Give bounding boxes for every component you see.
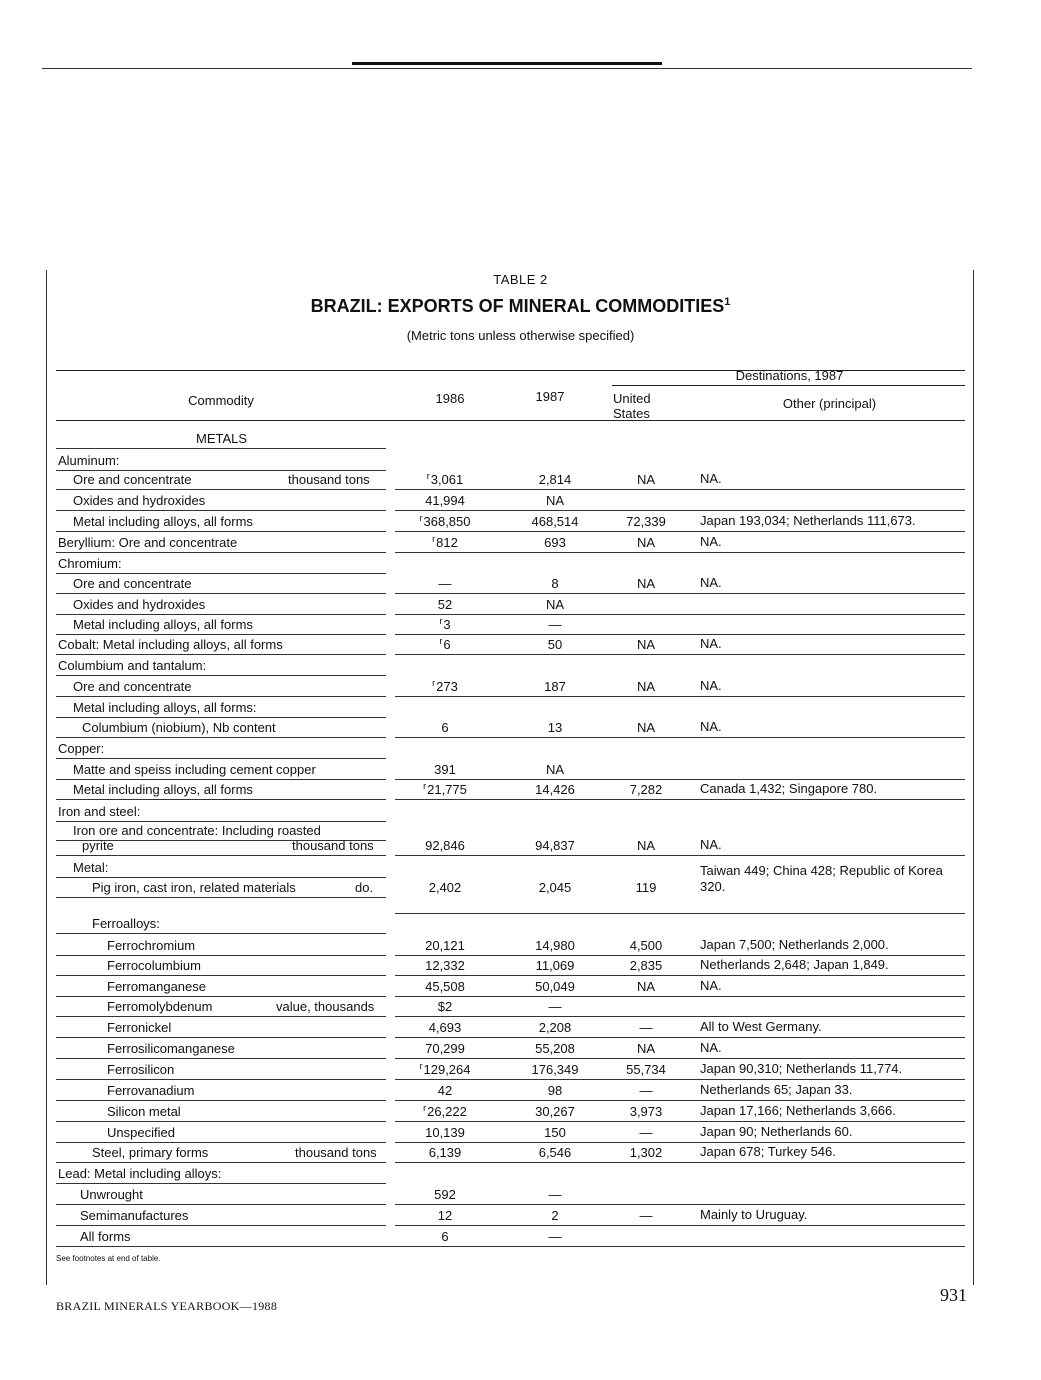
row-label: Ore and concentrate bbox=[73, 576, 192, 591]
table-row-metal-including-alloys-all-forms bbox=[0, 781, 1041, 797]
row-label: Ferrosilicomanganese bbox=[107, 1041, 235, 1056]
table-subtitle: (Metric tons unless otherwise specified) bbox=[406, 328, 635, 343]
cell-united-states: 1,302 bbox=[629, 1145, 663, 1160]
row-label: All forms bbox=[80, 1229, 131, 1244]
cell-1986-value: 92,846 bbox=[425, 838, 465, 853]
revised-marker: r bbox=[439, 636, 443, 646]
cell-other-destinations: Taiwan 449; China 428; Republic of Korea 320. bbox=[700, 863, 943, 894]
row-unit: do. bbox=[355, 880, 374, 895]
column-header-other: Other (principal) bbox=[782, 396, 877, 411]
table-row-unwrought bbox=[0, 1186, 1041, 1202]
table-row-pyrite bbox=[0, 837, 1041, 853]
cell-1987: 55,208 bbox=[535, 1041, 575, 1056]
cell-1986-value: — bbox=[438, 576, 452, 591]
cell-other-destinations: NA. bbox=[700, 719, 722, 734]
row-rule-values bbox=[395, 552, 965, 553]
column-header-commodity: Commodity bbox=[188, 393, 254, 408]
table-row-all-forms bbox=[0, 1228, 1041, 1244]
row-rule-values bbox=[395, 593, 965, 594]
cell-1986-value: 6 bbox=[443, 637, 451, 652]
table-number: TABLE 2 bbox=[493, 272, 548, 287]
row-rule-values bbox=[395, 779, 965, 780]
table-row-semimanufactures bbox=[0, 1207, 1041, 1223]
cell-1986-value: 10,139 bbox=[425, 1125, 465, 1140]
row-label: Aluminum: bbox=[58, 453, 120, 468]
row-rule bbox=[56, 1162, 386, 1163]
row-rule bbox=[56, 855, 386, 856]
cell-1986-value: 4,693 bbox=[428, 1020, 462, 1035]
row-rule-values bbox=[395, 1121, 965, 1122]
table-row-aluminum bbox=[0, 452, 1041, 468]
page-number: 931 bbox=[940, 1285, 967, 1305]
cell-other-destinations: Japan 90,310; Netherlands 11,774. bbox=[700, 1061, 903, 1076]
table-row-ferrosilicomanganese bbox=[0, 1040, 1041, 1056]
cell-united-states: 3,973 bbox=[629, 1104, 663, 1119]
row-rule-values bbox=[395, 634, 965, 635]
cell-1986-value: 129,264 bbox=[423, 1062, 471, 1077]
row-rule bbox=[56, 552, 386, 553]
row-label: Steel, primary forms bbox=[92, 1145, 209, 1160]
row-rule bbox=[56, 955, 386, 956]
table-row-matte-and-speiss-including-cement-copper bbox=[0, 761, 1041, 777]
row-label: Metal: bbox=[73, 860, 109, 875]
row-rule-values bbox=[395, 913, 965, 914]
cell-1987: 150 bbox=[544, 1125, 566, 1140]
title-footnote-marker: 1 bbox=[724, 296, 731, 308]
table-row-silicon-metal bbox=[0, 1103, 1041, 1119]
cell-1986 bbox=[395, 979, 495, 994]
row-rule bbox=[56, 489, 386, 490]
row-label: Cobalt: Metal including alloys, all forms bbox=[58, 637, 283, 652]
row-label: Columbium and tantalum: bbox=[58, 658, 207, 673]
cell-1986 bbox=[395, 493, 495, 508]
row-label: Iron and steel: bbox=[58, 804, 141, 819]
cell-1986 bbox=[395, 838, 495, 853]
row-rule bbox=[56, 1079, 386, 1080]
cell-1986-value: 6 bbox=[441, 1229, 449, 1244]
cell-1987: NA bbox=[545, 597, 565, 612]
cell-1987: NA bbox=[545, 493, 565, 508]
row-rule-values bbox=[395, 654, 965, 655]
row-rule bbox=[56, 758, 386, 759]
publication-footer: BRAZIL MINERALS YEARBOOK—1988 bbox=[56, 1299, 278, 1313]
cell-other-destinations: NA. bbox=[700, 575, 722, 590]
cell-1987: — bbox=[548, 1187, 562, 1202]
cell-1987: 30,267 bbox=[535, 1104, 575, 1119]
cell-1986 bbox=[395, 1125, 495, 1140]
cell-other-destinations: NA. bbox=[700, 534, 722, 549]
cell-other-destinations: Japan 7,500; Netherlands 2,000. bbox=[700, 937, 889, 952]
table-row-ferronickel bbox=[0, 1019, 1041, 1035]
column-header-1987: 1987 bbox=[535, 389, 565, 404]
cell-other-destinations: Japan 17,166; Netherlands 3,666. bbox=[700, 1103, 896, 1118]
row-rule-values bbox=[395, 1037, 965, 1038]
cell-1987: — bbox=[548, 1229, 562, 1244]
row-label: Silicon metal bbox=[107, 1104, 181, 1119]
cell-1986-value: 812 bbox=[436, 535, 458, 550]
cell-1986 bbox=[395, 472, 495, 487]
cell-united-states: NA bbox=[636, 535, 656, 550]
cell-1986-value: 12 bbox=[437, 1208, 453, 1223]
cell-1986 bbox=[395, 880, 495, 895]
cell-1987: 2 bbox=[551, 1208, 559, 1223]
cell-other-destinations: NA. bbox=[700, 1040, 722, 1055]
cell-1986-value: 26,222 bbox=[427, 1104, 467, 1119]
row-rule bbox=[56, 975, 386, 976]
row-rule bbox=[56, 573, 386, 574]
row-rule-values bbox=[395, 510, 965, 511]
row-rule-values bbox=[395, 799, 965, 800]
cell-other-destinations: Mainly to Uruguay. bbox=[700, 1207, 808, 1222]
cell-1986 bbox=[395, 999, 495, 1014]
row-label: Ferroalloys: bbox=[92, 916, 160, 931]
cell-1986-value: 3,061 bbox=[430, 472, 464, 487]
row-rule bbox=[56, 510, 386, 511]
cell-1986-value: $2 bbox=[437, 999, 453, 1014]
table-row-copper bbox=[0, 740, 1041, 756]
row-rule bbox=[56, 696, 386, 697]
cell-1987: 8 bbox=[551, 576, 559, 591]
cell-1987: 14,980 bbox=[535, 938, 575, 953]
row-label: Copper: bbox=[58, 741, 105, 756]
column-header-1986: 1986 bbox=[435, 391, 465, 406]
table-row-ferrosilicon bbox=[0, 1061, 1041, 1077]
table-row-metals bbox=[0, 430, 1041, 446]
cell-1987: 176,349 bbox=[531, 1062, 579, 1077]
cell-1986-value: 391 bbox=[434, 762, 456, 777]
cell-1987: 13 bbox=[547, 720, 563, 735]
row-label: Semimanufactures bbox=[80, 1208, 189, 1223]
row-rule bbox=[56, 593, 386, 594]
row-rule bbox=[56, 1037, 386, 1038]
cell-united-states: — bbox=[639, 1125, 653, 1140]
row-rule bbox=[56, 1100, 386, 1101]
cell-1986 bbox=[395, 1041, 495, 1056]
row-rule-values bbox=[395, 737, 965, 738]
cell-1986 bbox=[395, 782, 495, 797]
row-rule-values bbox=[395, 531, 965, 532]
row-rule-values bbox=[395, 1142, 965, 1143]
row-label: Unwrought bbox=[80, 1187, 143, 1202]
cell-other-destinations: Canada 1,432; Singapore 780. bbox=[700, 781, 878, 796]
table-row-ferrocolumbium bbox=[0, 957, 1041, 973]
table-row-columbium-niobium-nb-content bbox=[0, 719, 1041, 735]
row-label: Metal including alloys, all forms bbox=[73, 514, 253, 529]
row-unit: thousand tons bbox=[295, 1145, 377, 1160]
row-unit: value, thousands bbox=[276, 999, 375, 1014]
table-row-beryllium-ore-and-concentrate bbox=[0, 534, 1041, 550]
cell-united-states: NA bbox=[636, 576, 656, 591]
table-row-oxides-and-hydroxides bbox=[0, 596, 1041, 612]
row-rule-values bbox=[395, 1016, 965, 1017]
row-rule bbox=[56, 531, 386, 532]
row-rule bbox=[56, 717, 386, 718]
row-rule-values bbox=[395, 489, 965, 490]
row-rule bbox=[56, 448, 386, 449]
row-label: Pig iron, cast iron, related materials bbox=[92, 880, 296, 895]
row-rule bbox=[56, 933, 386, 934]
cell-united-states: — bbox=[639, 1208, 653, 1223]
column-header-destinations: Destinations, 1987 bbox=[735, 368, 844, 383]
cell-1986-value: 2,402 bbox=[428, 880, 462, 895]
row-label: Beryllium: Ore and concentrate bbox=[58, 535, 238, 550]
cell-1986-value: 41,994 bbox=[425, 493, 465, 508]
row-label: Metal including alloys, all forms bbox=[73, 782, 253, 797]
cell-1987: NA bbox=[545, 762, 565, 777]
cell-1986-value: 20,121 bbox=[425, 938, 465, 953]
cell-1986 bbox=[395, 514, 495, 529]
cell-united-states: NA bbox=[636, 838, 656, 853]
cell-1986 bbox=[395, 535, 495, 550]
table-row-ferromanganese bbox=[0, 978, 1041, 994]
cell-other-destinations: NA. bbox=[700, 837, 722, 852]
cell-other-destinations: Japan 678; Turkey 546. bbox=[700, 1144, 836, 1159]
table-row-steel-primary-forms bbox=[0, 1144, 1041, 1160]
cell-1986 bbox=[395, 576, 495, 591]
cell-united-states: 2,835 bbox=[629, 958, 663, 973]
cell-1987: 468,514 bbox=[531, 514, 579, 529]
row-rule-values bbox=[395, 1100, 965, 1101]
cell-1987: 11,069 bbox=[535, 958, 575, 973]
row-rule bbox=[56, 1121, 386, 1122]
row-rule-values bbox=[395, 996, 965, 997]
cell-other-destinations: Netherlands 2,648; Japan 1,849. bbox=[700, 957, 889, 972]
cell-1987: — bbox=[548, 617, 562, 632]
table-row-cobalt-metal-including-alloys-all-forms bbox=[0, 636, 1041, 652]
row-label: Ferromolybdenum bbox=[107, 999, 213, 1014]
cell-1986-value: 6,139 bbox=[428, 1145, 462, 1160]
footnote-reference: See footnotes at end of table. bbox=[56, 1254, 161, 1263]
cell-united-states: NA bbox=[636, 472, 656, 487]
row-label: Oxides and hydroxides bbox=[73, 493, 206, 508]
table-row-metal-including-alloys-all-forms bbox=[0, 513, 1041, 529]
table-row-metal-including-alloys-all-forms bbox=[0, 616, 1041, 632]
cell-1986 bbox=[395, 1208, 495, 1223]
cell-1987: 98 bbox=[547, 1083, 563, 1098]
row-label: Ore and concentrate bbox=[73, 472, 192, 487]
row-rule-values bbox=[395, 855, 965, 856]
cell-1986 bbox=[395, 1104, 495, 1119]
cell-1987: 187 bbox=[544, 679, 566, 694]
cell-other-destinations: NA. bbox=[700, 471, 722, 486]
row-rule-values bbox=[395, 1162, 965, 1163]
cell-1987: 2,045 bbox=[538, 880, 572, 895]
row-rule bbox=[56, 1016, 386, 1017]
cell-1987: 50,049 bbox=[535, 979, 575, 994]
cell-1987: 693 bbox=[544, 535, 566, 550]
revised-marker: r bbox=[423, 781, 427, 791]
cell-united-states: 119 bbox=[635, 880, 657, 895]
row-rule bbox=[56, 1058, 386, 1059]
table-row-chromium bbox=[0, 555, 1041, 571]
cell-1986-value: 592 bbox=[434, 1187, 456, 1202]
row-rule-values bbox=[395, 1079, 965, 1080]
cell-other-destinations: NA. bbox=[700, 678, 722, 693]
row-label: Oxides and hydroxides bbox=[73, 597, 206, 612]
revised-marker: r bbox=[439, 616, 443, 626]
row-unit: thousand tons bbox=[292, 838, 374, 853]
cell-united-states: — bbox=[639, 1020, 653, 1035]
cell-1987: 2,208 bbox=[538, 1020, 572, 1035]
table-row-iron-and-steel bbox=[0, 803, 1041, 819]
cell-other-destinations: NA. bbox=[700, 636, 722, 651]
table-row-ore-and-concentrate bbox=[0, 678, 1041, 694]
row-rule bbox=[56, 675, 386, 676]
cell-1986 bbox=[395, 1229, 495, 1244]
cell-1986 bbox=[395, 617, 495, 632]
row-label: Ferromanganese bbox=[107, 979, 206, 994]
cell-1986 bbox=[395, 679, 495, 694]
row-rule bbox=[56, 779, 386, 780]
row-rule bbox=[56, 897, 386, 898]
row-label: METALS bbox=[196, 431, 248, 446]
cell-united-states: 7,282 bbox=[629, 782, 663, 797]
row-rule bbox=[56, 877, 386, 878]
cell-1987: 50 bbox=[547, 637, 563, 652]
cell-united-states: NA bbox=[636, 679, 656, 694]
row-label: Columbium (niobium), Nb content bbox=[82, 720, 276, 735]
cell-1986-value: 52 bbox=[437, 597, 453, 612]
cell-united-states: NA bbox=[636, 720, 656, 735]
cell-other-destinations: Japan 90; Netherlands 60. bbox=[700, 1124, 853, 1139]
row-rule bbox=[56, 799, 386, 800]
row-rule bbox=[56, 1142, 386, 1143]
row-label: Ore and concentrate bbox=[73, 679, 192, 694]
row-rule bbox=[56, 634, 386, 635]
cell-1986 bbox=[395, 958, 495, 973]
table-row-ore-and-concentrate bbox=[0, 471, 1041, 487]
row-rule bbox=[56, 654, 386, 655]
cell-1986-value: 3 bbox=[443, 617, 451, 632]
cell-1987: — bbox=[548, 999, 562, 1014]
table-row-lead-metal-including-alloys bbox=[0, 1165, 1041, 1181]
cell-1986 bbox=[395, 1145, 495, 1160]
row-label: Chromium: bbox=[58, 556, 122, 571]
cell-united-states: NA bbox=[636, 1041, 656, 1056]
cell-united-states: NA bbox=[636, 637, 656, 652]
row-label: Ferrocolumbium bbox=[107, 958, 201, 973]
table-row-iron-ore-and-concentrate-including-roasted bbox=[0, 822, 1041, 838]
column-header-united-states: United States bbox=[613, 391, 651, 421]
cell-1987: 94,837 bbox=[535, 838, 575, 853]
table-row-columbium-and-tantalum bbox=[0, 657, 1041, 673]
cell-united-states: 72,339 bbox=[626, 514, 666, 529]
cell-1986 bbox=[395, 720, 495, 735]
cell-other-destinations: Japan 193,034; Netherlands 111,673. bbox=[700, 513, 916, 528]
table-row-ore-and-concentrate bbox=[0, 575, 1041, 591]
row-rule-values bbox=[395, 955, 965, 956]
row-rule bbox=[56, 737, 386, 738]
cell-1986-value: 273 bbox=[436, 679, 458, 694]
cell-united-states: 55,734 bbox=[626, 1062, 666, 1077]
row-label: Metal including alloys, all forms: bbox=[73, 700, 257, 715]
row-unit: thousand tons bbox=[288, 472, 370, 487]
cell-united-states: 4,500 bbox=[629, 938, 663, 953]
row-label: Metal including alloys, all forms bbox=[73, 617, 253, 632]
row-label: Matte and speiss including cement copper bbox=[73, 762, 316, 777]
row-label: Ferrochromium bbox=[107, 938, 196, 953]
cell-1986 bbox=[395, 637, 495, 652]
cell-1986 bbox=[395, 597, 495, 612]
cell-1986 bbox=[395, 762, 495, 777]
cell-1987: 6,546 bbox=[538, 1145, 572, 1160]
revised-marker: r bbox=[426, 471, 430, 481]
row-rule bbox=[56, 1225, 386, 1226]
cell-united-states: NA bbox=[636, 979, 656, 994]
table-row-ferrochromium bbox=[0, 937, 1041, 953]
row-rule bbox=[56, 1183, 386, 1184]
cell-1986 bbox=[395, 1020, 495, 1035]
cell-united-states: — bbox=[639, 1083, 653, 1098]
cell-1987: 2,814 bbox=[538, 472, 572, 487]
row-label: Ferronickel bbox=[107, 1020, 172, 1035]
revised-marker: r bbox=[419, 1061, 423, 1071]
row-label: Ferrovanadium bbox=[107, 1083, 195, 1098]
cell-other-destinations: Netherlands 65; Japan 33. bbox=[700, 1082, 853, 1097]
table-row-metal-including-alloys-all-forms bbox=[0, 699, 1041, 715]
row-rule-values bbox=[395, 1058, 965, 1059]
cell-1986-value: 45,508 bbox=[425, 979, 465, 994]
cell-1986 bbox=[395, 1062, 495, 1077]
row-rule bbox=[56, 1246, 965, 1247]
cell-1986 bbox=[395, 1083, 495, 1098]
cell-1986-value: 42 bbox=[437, 1083, 453, 1098]
cell-other-destinations: NA. bbox=[700, 978, 722, 993]
cell-1986-value: 6 bbox=[441, 720, 449, 735]
cell-1986 bbox=[395, 938, 495, 953]
revised-marker: r bbox=[419, 513, 423, 523]
row-rule-values bbox=[395, 1204, 965, 1205]
row-rule-values bbox=[395, 696, 965, 697]
cell-1986-value: 368,850 bbox=[423, 514, 471, 529]
cell-1987: 14,426 bbox=[535, 782, 575, 797]
row-rule bbox=[56, 614, 386, 615]
cell-1986-value: 70,299 bbox=[425, 1041, 465, 1056]
cell-1986-value: 12,332 bbox=[425, 958, 465, 973]
row-label: Lead: Metal including alloys: bbox=[58, 1166, 222, 1181]
table-row-oxides-and-hydroxides bbox=[0, 492, 1041, 508]
row-rule-values bbox=[395, 614, 965, 615]
row-label: Iron ore and concentrate: Including roasted bbox=[73, 823, 321, 838]
cell-1986 bbox=[395, 1187, 495, 1202]
row-rule-values bbox=[395, 1225, 965, 1226]
revised-marker: r bbox=[432, 678, 436, 688]
row-label: Unspecified bbox=[107, 1125, 175, 1140]
table-row-ferromolybdenum bbox=[0, 998, 1041, 1014]
table-row-ferroalloys bbox=[0, 915, 1041, 931]
cell-other-destinations: All to West Germany. bbox=[700, 1019, 822, 1034]
revised-marker: r bbox=[432, 534, 436, 544]
row-rule-values bbox=[395, 975, 965, 976]
table-row-unspecified bbox=[0, 1124, 1041, 1140]
row-rule bbox=[56, 996, 386, 997]
row-label: pyrite bbox=[82, 838, 114, 853]
revised-marker: r bbox=[423, 1103, 427, 1113]
row-rule bbox=[56, 1204, 386, 1205]
row-label: Ferrosilicon bbox=[107, 1062, 175, 1077]
cell-1986-value: 21,775 bbox=[427, 782, 467, 797]
table-row-ferrovanadium bbox=[0, 1082, 1041, 1098]
table-title-text: BRAZIL: EXPORTS OF MINERAL COMMODITIES bbox=[310, 296, 725, 316]
